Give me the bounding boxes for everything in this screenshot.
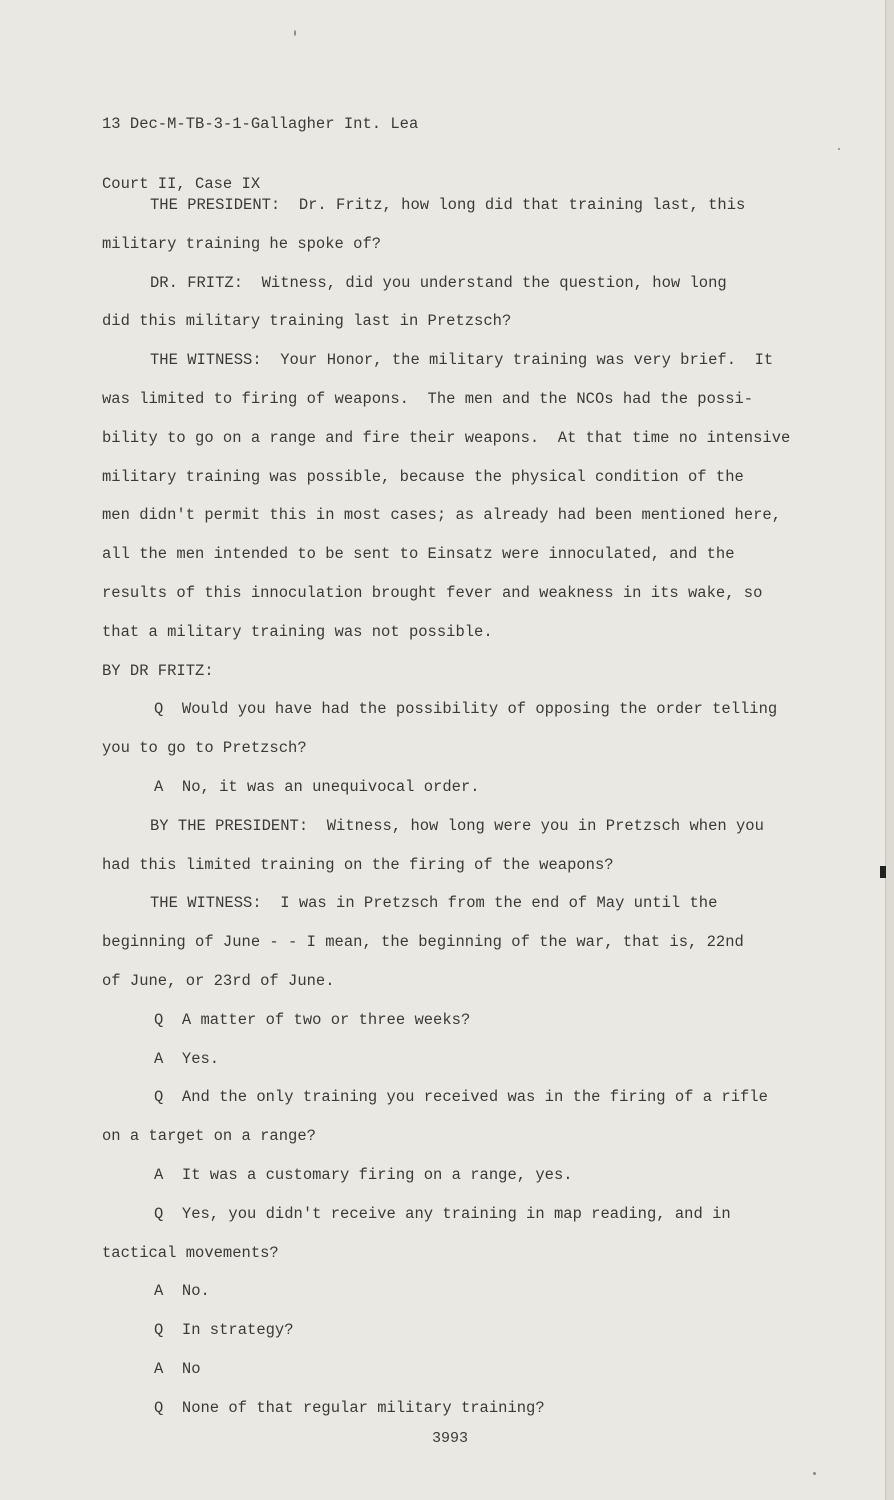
text-line: that a military training was not possible. — [102, 622, 493, 641]
text-line: on a target on a range? — [102, 1127, 316, 1146]
text-line: bility to go on a range and fire their weapons. At that time no intensive — [102, 428, 791, 447]
page-edge-mark — [880, 866, 886, 878]
question-line: Q Would you have had the possibility of opposing the order telling — [154, 700, 778, 719]
text-line: THE WITNESS: Your Honor, the military training was very brief. It — [150, 351, 774, 370]
header-line-1: 13 Dec-M-TB-3-1-Gallagher Int. Lea — [102, 115, 419, 133]
text-line: you to go to Pretzsch? — [102, 739, 307, 758]
header-line-2: Court II, Case IX — [102, 175, 261, 193]
question-line: Q Yes, you didn't receive any training in map reading, and in — [154, 1204, 731, 1223]
text-line: all the men intended to be sent to Einsatz were innoculated, and the — [102, 545, 735, 564]
text-line: THE WITNESS: I was in Pretzsch from the end of May until the — [150, 894, 718, 913]
text-line: of June, or 23rd of June. — [102, 971, 335, 990]
answer-line: A It was a customary firing on a range, yes. — [154, 1165, 573, 1184]
text-line: THE PRESIDENT: Dr. Fritz, how long did that training last, this — [150, 196, 746, 214]
answer-line: A Yes. — [154, 1049, 220, 1068]
question-line: Q A matter of two or three weeks? — [154, 1010, 471, 1029]
text-line: military training was possible, because the physical condition of the — [102, 467, 744, 486]
question-line: Q None of that regular military training? — [154, 1398, 545, 1417]
text-line: results of this innoculation brought fever and weakness in its wake, so — [102, 583, 763, 602]
text-line: beginning of June - - I mean, the beginning of the war, that is, 22nd — [102, 933, 744, 952]
paper-speck — [294, 30, 296, 36]
text-line: DR. FRITZ: Witness, did you understand the question, how long — [150, 273, 727, 292]
text-line: military training he spoke of? — [102, 234, 382, 253]
answer-line: A No — [154, 1359, 201, 1378]
text-line: did this military training last in Pretzsch? — [102, 312, 512, 331]
text-line: men didn't permit this in most cases; as already had been mentioned here, — [102, 506, 782, 525]
question-line: Q And the only training you received was in the firing of a rifle — [154, 1088, 768, 1107]
page-number: 3993 — [432, 1430, 469, 1447]
text-line: tactical movements? — [102, 1243, 279, 1262]
text-line: was limited to firing of weapons. The men and the NCOs had the possi- — [102, 389, 754, 408]
section-heading: BY DR FRITZ: — [102, 661, 214, 680]
paper-speck — [838, 148, 840, 150]
transcript-body — [102, 186, 822, 1428]
text-line: BY THE PRESIDENT: Witness, how long were you in Pretzsch when you — [150, 816, 764, 835]
question-line: Q In strategy? — [154, 1321, 294, 1340]
text-line: had this limited training on the firing of the weapons? — [102, 855, 614, 874]
answer-line: A No, it was an unequivocal order. — [154, 777, 480, 796]
paper-speck — [813, 1472, 816, 1475]
answer-line: A No. — [154, 1282, 210, 1301]
